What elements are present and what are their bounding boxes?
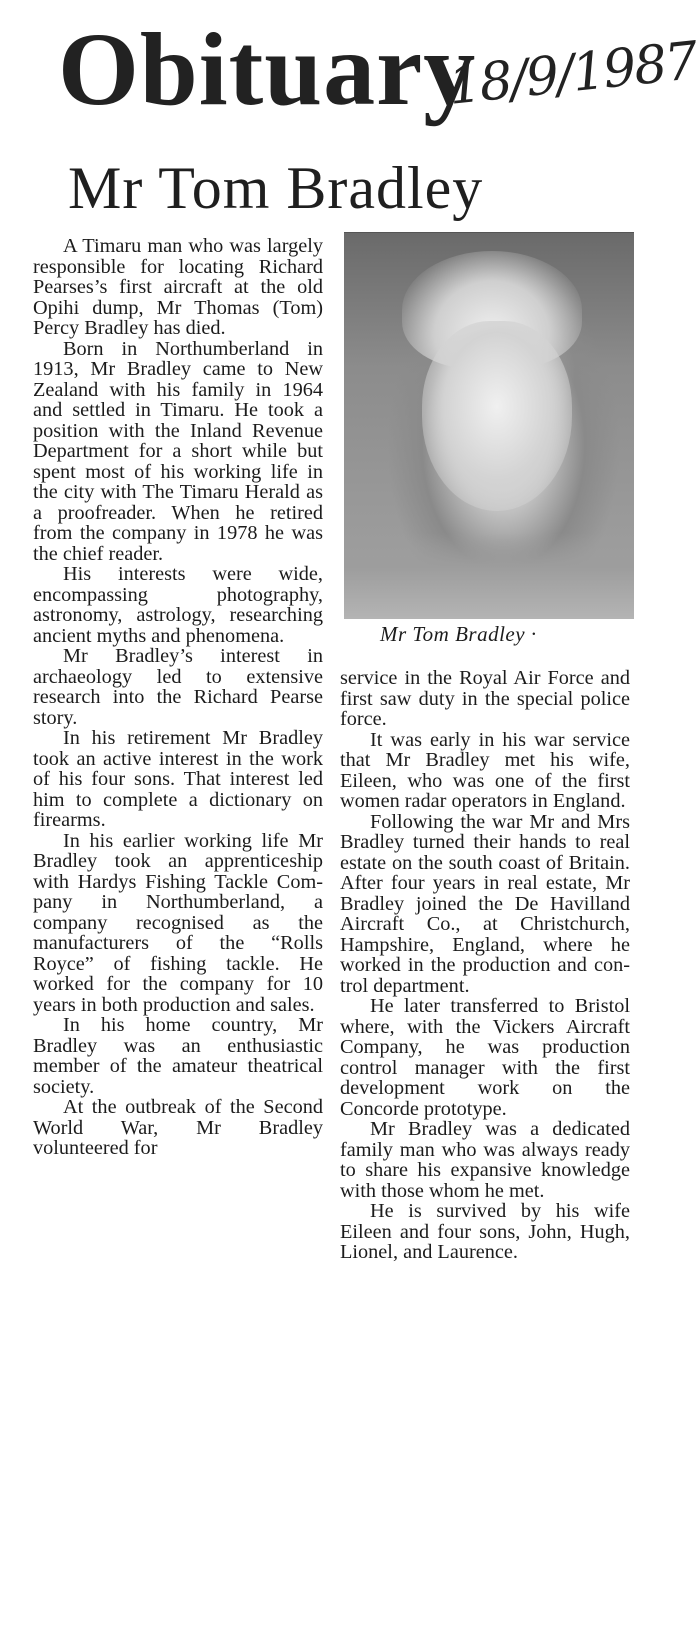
portrait-shoulders [344, 533, 634, 619]
paragraph: His interests were wide, encompassing photography, astronomy, astrology, researching ancient myths and phenomena. [33, 563, 323, 647]
paragraph: Born in Northumberland in 1913, Mr Bradley came to New Zealand with his family in 1964 and settled in Timaru. He took a position with the Inland Revenue Department for a short while but spent most of his working life in the city with The Timaru Herald as a proofreader. When he retired from the company in 1978 he was the chief reader. [33, 337, 323, 565]
paragraph: At the outbreak of the Second World War, Mr Bradley volunteered for [33, 1096, 323, 1159]
paragraph-continued: service in the Royal Air Force and first saw duty in the special police force. [340, 667, 630, 730]
paragraph: In his retirement Mr Bradley took an active interest in the work of his four sons. That interest led him to complete a dictionary on firearms. [33, 727, 323, 831]
portrait-photo [344, 232, 634, 619]
paragraph: Mr Bradley’s interest in archaeology led to extensive research into the Richard Pearse story. [33, 645, 323, 729]
paragraph: In his earlier working life Mr Bradley took an apprenticeship with Hardys Fishing Tackle Company in Northumberland, a company recognised as the manufacturers of the “Rolls Royce” of fishing tackle. He worked for the company for 10 years in both production and sales. [33, 829, 323, 1016]
paragraph: It was early in his war service that Mr Bradley met his wife, Eileen, who was one of the first women radar operators in England. [340, 728, 630, 812]
obituary-headline: Mr Tom Bradley [68, 155, 484, 221]
paragraph: In his home country, Mr Bradley was an enthusiastic member of the amateur theatrical society. [33, 1014, 323, 1098]
paragraph: A Timaru man who was largely responsible for locating Richard Pearses’s first aircraft at the old Opihi dump, Mr Thomas (Tom) Percy Bradley has died. [33, 235, 323, 339]
handwritten-date: 18/9/1987 [445, 31, 699, 117]
paragraph: Mr Bradley was a dedicated family man who was always ready to share his expansive knowledge with those whom he met. [340, 1118, 630, 1202]
paragraph: He is survived by his wife Eileen and four sons, John, Hugh, Lionel, and Laurence. [340, 1200, 630, 1263]
right-column [340, 668, 630, 1263]
portrait-face [422, 321, 572, 511]
left-column [33, 236, 323, 1159]
paragraph: He later transferred to Bristol where, with the Vickers Aircraft Company, he was production control manager with the first development work on the Concorde prototype. [340, 995, 630, 1120]
paragraph: Following the war Mr and Mrs Bradley turned their hands to real estate on the south coast of Britain. After four years in real estate, Mr Bradley joined the De Havilland Aircraft Co., at Christchurch, Hampshire, England, where he worked in the production and control department. [340, 810, 630, 997]
photo-caption: Mr Tom Bradley · [380, 624, 537, 645]
masthead-title: Obituary [58, 12, 477, 127]
